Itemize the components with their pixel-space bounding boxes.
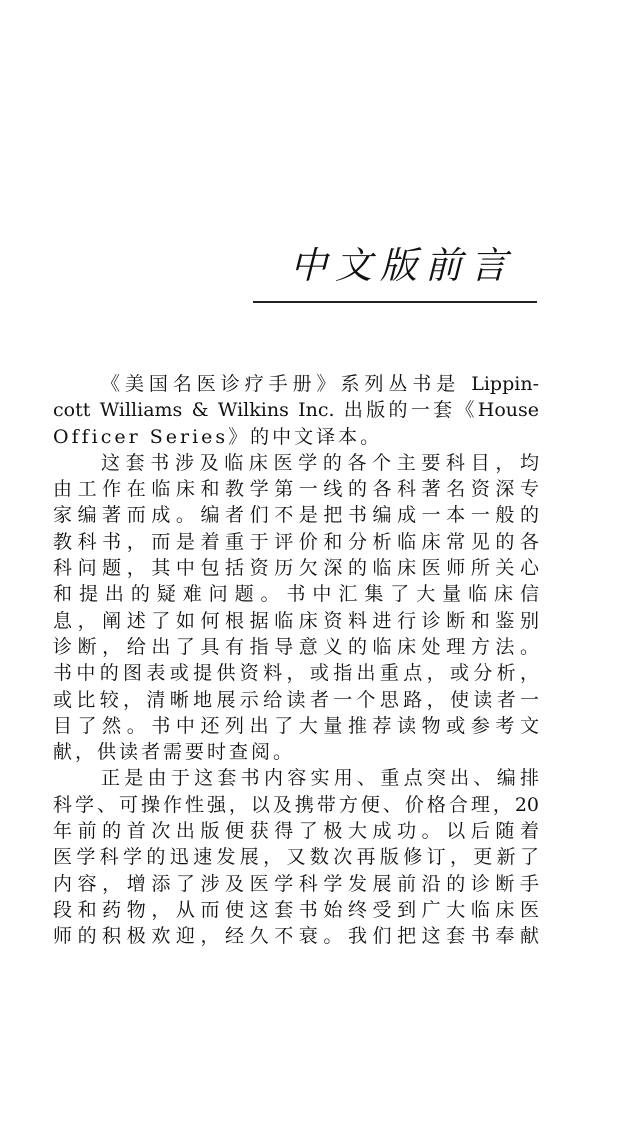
text-line: 和提出的疑难问题。书中汇集了大量临床信 (53, 583, 539, 606)
text-line: 目了然。书中还列出了大量推荐读物或参考文 (53, 714, 539, 737)
text-line: 由工作在临床和教学第一线的各科著名资深专 (53, 478, 539, 501)
page-title: 中文版前言 (290, 244, 515, 287)
text-line: 息，阐述了如何根据临床资料进行诊断和鉴别 (53, 609, 539, 632)
text-line: 《美国名医诊疗手册》系列丛书是 Lippin- (101, 373, 539, 395)
text-line: 教科书，而是着重于评价和分析临床常见的各 (53, 530, 539, 553)
text-line: cott Williams & Wilkins Inc. 出版的一套《House (53, 399, 539, 422)
text-line: 家编著而成。编者们不是把书编成一本一般的 (53, 504, 539, 527)
text-line: 正是由于这套书内容实用、重点突出、编排 (101, 767, 539, 790)
text-line: 科问题，其中包括资历欠深的临床医师所关心 (53, 557, 539, 580)
text-line: 书中的图表或提供资料，或指出重点，或分析， (53, 662, 539, 685)
text-line: 科学、可操作性强，以及携带方便、价格合理，20 (53, 793, 539, 816)
text-line: 或比较，清晰地展示给读者一个思路，使读者一 (53, 688, 539, 711)
text-line: 这套书涉及临床医学的各个主要科目，均 (101, 451, 539, 474)
title-underline-divider (253, 301, 537, 303)
text-line: 师的积极欢迎，经久不衰。我们把这套书奉献 (53, 925, 539, 948)
text-line: Officer Series》的中文译本。 (53, 425, 383, 448)
text-line: 年前的首次出版便获得了极大成功。以后随着 (53, 820, 539, 843)
text-line: 段和药物，从而使这套书始终受到广大临床医 (53, 898, 539, 921)
text-line: 诊断，给出了具有指导意义的临床处理方法。 (53, 635, 539, 658)
text-line: 医学科学的迅速发展，又数次再版修订，更新了 (53, 846, 539, 869)
text-line: 献，供读者需要时查阅。 (53, 741, 296, 764)
body-text (53, 371, 539, 950)
text-line: 内容，增添了涉及医学科学发展前沿的诊断手 (53, 872, 539, 895)
